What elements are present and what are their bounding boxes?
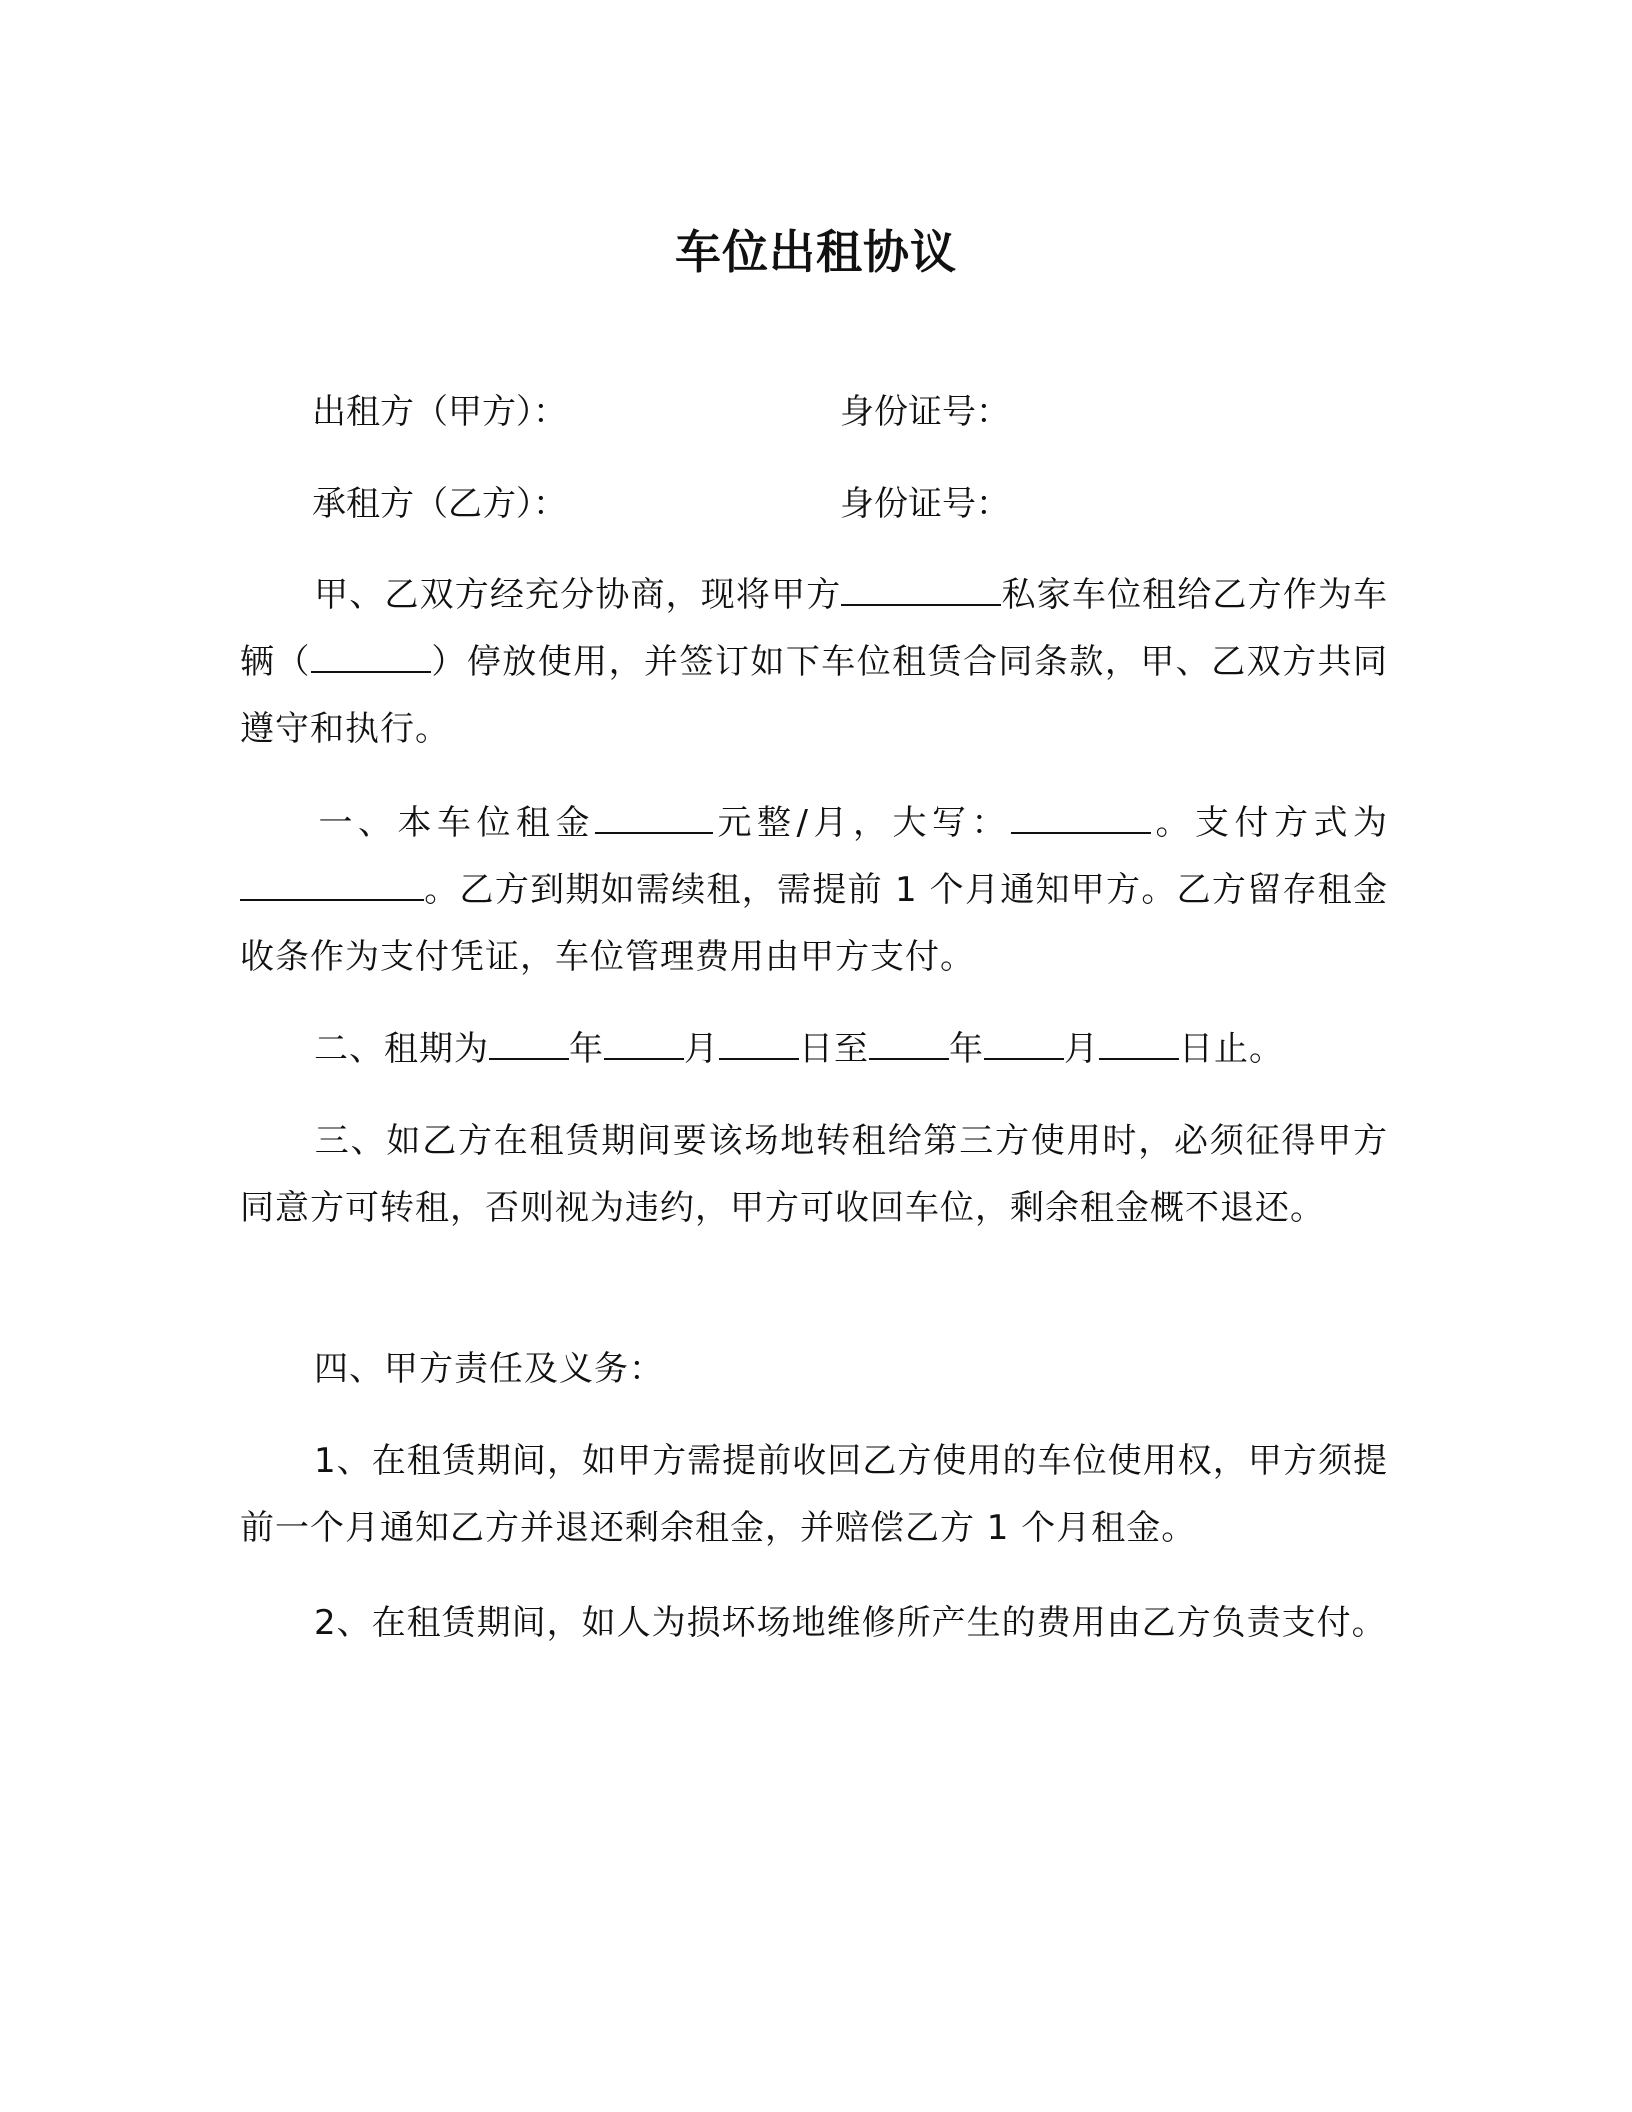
clause-4-item-2 [240, 1590, 1388, 1657]
clause4-item1-text: 1、在租赁期间，如甲方需提前收回乙方使用的车位使用权，甲方须提前一个月通知乙方并退还剩余租金，并赔偿乙方 1 个月租金。 [240, 1441, 1388, 1548]
start-month-blank [604, 1024, 684, 1060]
clause2-text-1: 二、租期为 [314, 1029, 489, 1069]
document-title: 车位出租协议 [675, 225, 957, 279]
clause-4-heading [240, 1336, 1388, 1403]
clause1-text-4: 。乙方到期如需续租，需提前 1 个月通知甲方。乙方留存租金收条作为支付凭证，车位管理费用由甲方支付。 [240, 870, 1388, 977]
parking-location-blank [841, 570, 1001, 606]
clause1-text-2: 元整/月，大写： [713, 803, 1011, 843]
clause2-day-1: 日至 [799, 1029, 869, 1069]
clause2-year-1: 年 [569, 1029, 604, 1069]
clause-3 [240, 1108, 1388, 1242]
clause2-month-2: 月 [1064, 1029, 1099, 1069]
clause2-day-2: 日止。 [1179, 1029, 1284, 1069]
clause-1 [240, 790, 1388, 991]
intro-text-3: ）停放使用，并签订如下车位租赁合同条款，甲、乙双方共同遵守和执行。 [240, 642, 1389, 749]
clause-2 [240, 1016, 1388, 1083]
lessee-id-label: 身份证号： [840, 484, 1010, 524]
start-day-blank [719, 1024, 799, 1060]
clause4-heading-text: 四、甲方责任及义务： [314, 1349, 664, 1389]
lessee-label: 承租方（乙方）： [312, 484, 567, 524]
clause-4-item-1 [240, 1428, 1388, 1562]
clause2-year-2: 年 [949, 1029, 984, 1069]
rent-uppercase-blank [1011, 798, 1151, 834]
end-year-blank [869, 1024, 949, 1060]
lessor-id-label: 身份证号： [840, 392, 1010, 432]
end-month-blank [984, 1024, 1064, 1060]
start-year-blank [489, 1024, 569, 1060]
intro-text-2: 私家车位租给乙方作为车辆（ [240, 575, 1389, 682]
clause3-text: 三、如乙方在租赁期间要该场地转租给第三方使用时，必须征得甲方同意方可转租，否则视为违约，甲方可收回车位，剩余租金概不退还。 [240, 1121, 1388, 1228]
clause2-month-1: 月 [684, 1029, 719, 1069]
clause1-text-1: 一、本车位租金 [314, 803, 596, 843]
lessor-label: 出租方（甲方）： [312, 392, 567, 432]
payment-method-blank [240, 865, 424, 901]
end-day-blank [1099, 1024, 1179, 1060]
intro-text-1: 甲、乙双方经充分协商，现将甲方 [314, 575, 842, 615]
intro-paragraph [240, 562, 1388, 763]
rent-amount-blank [595, 798, 713, 834]
lessee-row [312, 476, 1412, 532]
vehicle-blank [311, 637, 431, 673]
clause4-item2-text: 2、在租赁期间，如人为损坏场地维修所产生的费用由乙方负责支付。 [314, 1603, 1387, 1643]
clause1-text-3: 。支付方式为 [1150, 803, 1388, 843]
lessor-row [312, 384, 1412, 440]
